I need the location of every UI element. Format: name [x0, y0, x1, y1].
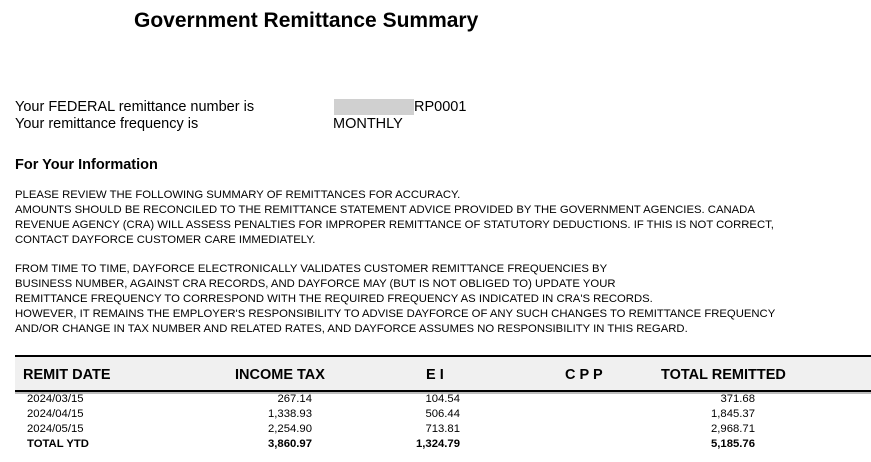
total-remitted: 5,185.76 — [711, 438, 755, 450]
header-ei: E I — [426, 367, 444, 383]
total-ei: 1,324.79 — [416, 438, 460, 450]
header-total-remitted: TOTAL REMITTED — [661, 367, 786, 383]
remittance-frequency-label: Your remittance frequency is — [15, 116, 199, 132]
header-remit-date: REMIT DATE — [23, 367, 111, 383]
page-title: Government Remittance Summary — [134, 9, 479, 32]
total-income-tax: 3,860.97 — [268, 438, 312, 450]
remittance-frequency-value: MONTHLY — [333, 116, 403, 132]
row-date: 2024/05/15 — [27, 423, 84, 435]
row-ei: 713.81 — [425, 423, 460, 435]
remittance-number-suffix: RP0001 — [414, 99, 467, 115]
fyi-paragraph-2 — [15, 262, 775, 337]
header-cpp: C P P — [565, 367, 603, 383]
row-income-tax: 1,338.93 — [268, 408, 312, 420]
fyi-paragraph-1 — [15, 188, 774, 248]
fyi-paragraph-1-line: REVENUE AGENCY (CRA) WILL ASSESS PENALTIES FOR IMPROPER REMITTANCE OF STATUTORY DEDUCTIONS. IF THIS IS NOT CORRECT, — [15, 219, 774, 231]
fyi-paragraph-1-line: PLEASE REVIEW THE FOLLOWING SUMMARY OF REMITTANCES FOR ACCURACY. — [15, 189, 461, 201]
row-ei: 104.54 — [425, 393, 460, 405]
fyi-heading: For Your Information — [15, 157, 158, 173]
fyi-paragraph-1-line: AMOUNTS SHOULD BE RECONCILED TO THE REMITTANCE STATEMENT ADVICE PROVIDED BY THE GOVERNMENT AGENCIES. CANADA — [15, 204, 755, 216]
row-income-tax: 2,254.90 — [268, 423, 312, 435]
row-total: 1,845.37 — [711, 408, 755, 420]
redacted-remittance-number — [334, 99, 414, 115]
fyi-paragraph-2-line: AND/OR CHANGE IN TAX NUMBER AND RELATED RATES, AND DAYFORCE ASSUMES NO RESPONSIBILITY IN THIS REGARD. — [15, 323, 688, 335]
row-date: 2024/04/15 — [27, 408, 84, 420]
total-ytd-label: TOTAL YTD — [27, 438, 89, 450]
row-total: 371.68 — [720, 393, 755, 405]
row-ei: 506.44 — [425, 408, 460, 420]
row-total: 2,968.71 — [711, 423, 755, 435]
fyi-paragraph-1-line: CONTACT DAYFORCE CUSTOMER CARE IMMEDIATELY. — [15, 234, 316, 246]
fyi-paragraph-2-line: BUSINESS NUMBER, AGAINST CRA RECORDS, AND DAYFORCE MAY (BUT IS NOT OBLIGED TO) UPDATE YOUR — [15, 278, 616, 290]
fyi-paragraph-2-line: FROM TIME TO TIME, DAYFORCE ELECTRONICALLY VALIDATES CUSTOMER REMITTANCE FREQUENCIES BY — [15, 263, 608, 275]
row-income-tax: 267.14 — [277, 393, 312, 405]
fyi-paragraph-2-line: HOWEVER, IT REMAINS THE EMPLOYER'S RESPONSIBILITY TO ADVISE DAYFORCE OF ANY SUCH CHANGES TO REMITTANCE FREQUENCY — [15, 308, 776, 320]
remittance-number-label: Your FEDERAL remittance number is — [15, 99, 255, 115]
row-date: 2024/03/15 — [27, 393, 84, 405]
fyi-paragraph-2-line: REMITTANCE FREQUENCY TO CORRESPOND WITH THE REQUIRED FREQUENCY AS INDICATED IN CRA'S RECORDS. — [15, 293, 653, 305]
header-income-tax: INCOME TAX — [235, 367, 325, 383]
